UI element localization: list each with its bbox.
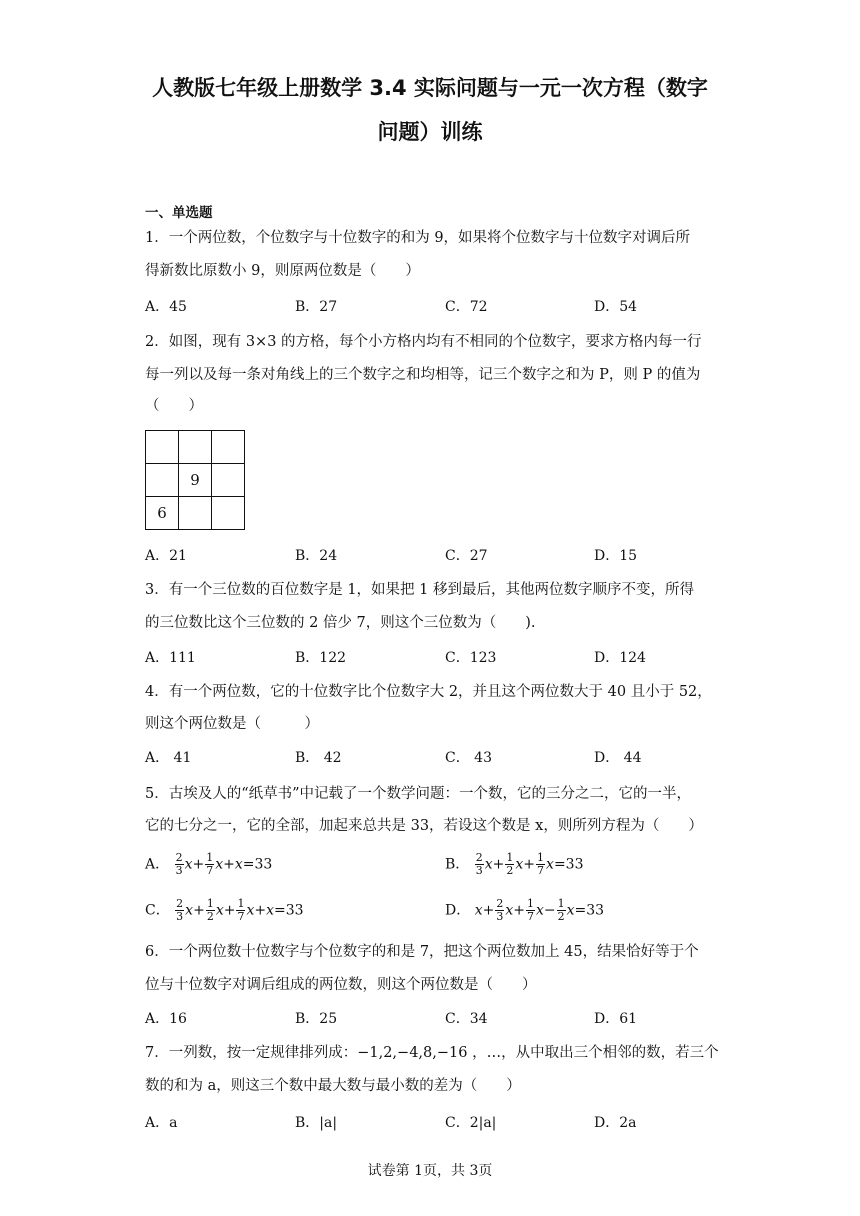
question-7-option-c: C．2|a|: [445, 1115, 497, 1131]
question-1-option-d: D．54: [594, 299, 638, 315]
grid-cell: 9: [179, 464, 212, 497]
question-6-option-b: B．25: [295, 1011, 338, 1027]
question-3-option-b: B．122: [295, 650, 347, 666]
question-1-option-b: B．27: [295, 299, 338, 315]
question-2-line1: 2．如图，现有 3×3 的方格，每个小方格内均有不相同的个位数字，要求方格内每一行: [145, 334, 702, 350]
grid-cell: [179, 431, 212, 464]
question-3-option-a: A．111: [145, 650, 196, 666]
page-title-line2: 问题）训练: [377, 120, 483, 144]
question-2-option-c: C．27: [445, 548, 488, 564]
question-3-line2: 的三位数比这个三位数的 2 倍少 7，则这个三位数为（ ).: [145, 615, 536, 631]
grid-cell: [146, 431, 179, 464]
question-4-option-d: D． 44: [594, 750, 642, 766]
magic-square-grid: [145, 430, 245, 530]
question-5-option-c: C． $\frac{2}{3}$ x+ $\frac{1}{2}$ x+ $\frac{1}{7}$ x+x=33: [145, 897, 304, 923]
question-5-option-a: A． $\frac{2}{3}$ x+ $\frac{1}{7}$ x+x=33: [145, 851, 273, 877]
question-4-line2: 则这个两位数是（ ）: [145, 716, 319, 732]
question-5-option-b: B． $\frac{2}{3}$ x+ $\frac{1}{2}$ x+ $\frac{1}{7}$ x=33: [445, 851, 584, 877]
grid-cell: [179, 497, 212, 530]
question-3-option-c: C．123: [445, 650, 497, 666]
question-5-line2: 它的七分之一，它的全部，加起来总共是 33，若设这个数是 x，则所列方程为（ ）: [145, 818, 703, 834]
question-7-option-b: B．|a|: [295, 1115, 338, 1131]
question-1-option-c: C．72: [445, 299, 488, 315]
question-4-option-a: A． 41: [145, 750, 192, 766]
section-heading: 一、单选题: [145, 205, 213, 221]
page-footer: 试卷第 1页，共 3页: [367, 1163, 493, 1179]
question-3-line1: 3．有一个三位数的百位数字是 1，如果把 1 移到最后，其他两位数字顺序不变，所得: [145, 582, 695, 598]
question-7-option-d: D．2a: [594, 1115, 637, 1131]
question-5-option-d: D． x+ $\frac{2}{3}$ x+ $\frac{1}{7}$ x− $\frac{1}{2}$ x=33: [445, 897, 605, 923]
question-2-option-d: D．15: [594, 548, 638, 564]
grid-cell: [212, 497, 245, 530]
question-4-option-c: C． 43: [445, 750, 492, 766]
question-3-option-d: D．124: [594, 650, 646, 666]
question-2-option-b: B．24: [295, 548, 338, 564]
grid-cell: 6: [146, 497, 179, 530]
question-1-line1: 1．一个两位数，个位数字与十位数字的和为 9，如果将个位数字与十位数字对调后所: [145, 230, 691, 246]
grid-cell: [146, 464, 179, 497]
question-5-line1: 5．古埃及人的“纸草书”中记载了一个数学问题：一个数，它的三分之二，它的一半，: [145, 786, 692, 802]
grid-cell: [212, 431, 245, 464]
question-2-line3: （ ）: [145, 398, 203, 414]
question-2-option-a: A．21: [145, 548, 187, 564]
question-6-option-a: A．16: [145, 1011, 187, 1027]
question-6-line2: 位与十位数字对调后组成的两位数，则这个两位数是（ ）: [145, 977, 537, 993]
page-title-line1: 人教版七年级上册数学 3.4 实际问题与一元一次方程（数字: [152, 76, 708, 100]
question-6-option-c: C．34: [445, 1011, 488, 1027]
question-7-line2: 数的和为 a，则这三个数中最大数与最小数的差为（ ）: [145, 1078, 521, 1094]
question-2-line2: 每一列以及每一条对角线上的三个数字之和均相等，记三个数字之和为 P，则 P 的值为: [145, 367, 701, 383]
question-6-option-d: D．61: [594, 1011, 638, 1027]
question-1-option-a: A．45: [145, 299, 187, 315]
question-7-option-a: A．a: [145, 1115, 178, 1131]
question-1-line2: 得新数比原数小 9，则原两位数是（ ）: [145, 263, 420, 279]
question-4-option-b: B． 42: [295, 750, 342, 766]
question-7-line1: 7．一列数，按一定规律排列成：−1,2,−4,8,−16 ，…，从中取出三个相邻的数，若三个: [145, 1045, 719, 1061]
question-4-line1: 4．有一个两位数，它的十位数字比个位数字大 2，并且这个两位数大于 40 且小于 52，: [145, 684, 712, 700]
grid-cell: [212, 464, 245, 497]
question-6-line1: 6．一个两位数十位数字与个位数字的和是 7，把这个两位数加上 45，结果恰好等于个: [145, 944, 699, 960]
